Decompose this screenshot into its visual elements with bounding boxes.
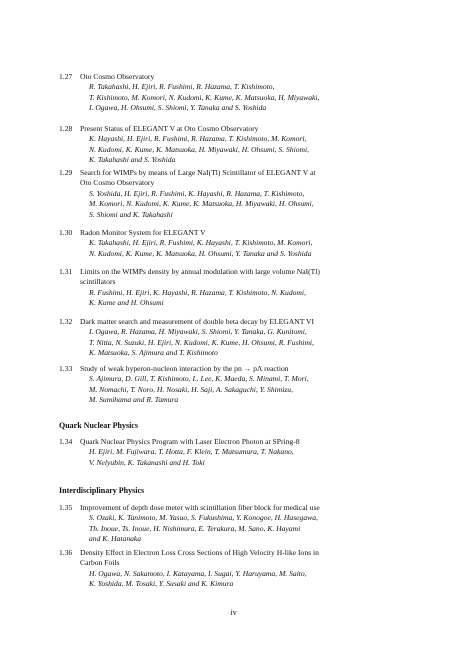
author-line: M. Komori, N. Kudomi, K. Kume, K. Matsuoka, H. Miyawaki, H. Ohsumi,	[89, 199, 314, 209]
author-line: T. Kishimoto, M. Komori, N. Kudomi, K. Kume, K. Matsuoka, H. Miyawaki,	[89, 92, 320, 102]
entry-title	[80, 72, 439, 82]
page-number: iv	[230, 608, 237, 617]
author-line: V. Nelyubin, K. Takanashi and H. Toki	[89, 457, 205, 467]
entry-title-line: Dark matter search and measurement of double beta decay by ELEGANT VI	[80, 317, 314, 326]
entry-number: 1.33	[59, 364, 73, 373]
toc-entry-1-28	[59, 124, 439, 166]
entry-title	[80, 228, 439, 238]
entry-number: 1.29	[59, 168, 73, 177]
entry-title-line: Improvement of depth dose meter with scintillation fiber block for medical use	[80, 503, 320, 512]
entry-title	[80, 168, 439, 189]
toc-entry-1-29	[59, 168, 439, 220]
author-line: K. Yoshida, M. Tosaki, Y. Susaki and K. Kimura	[89, 579, 234, 589]
author-line: I. Ogawa, H. Ohsumi, S. Shiomi, Y. Tanaka and S. Yoshida	[89, 103, 267, 113]
author-line: M. Sumihama and R. Tamura	[89, 395, 179, 405]
entry-authors	[89, 327, 439, 358]
entry-title	[80, 267, 439, 288]
entry-title-line: Limits on the WIMPs density by annual modulation with large volume NaI(Tl)	[80, 267, 320, 276]
entry-authors	[89, 513, 439, 544]
section-heading-quark: Quark Nuclear Physics	[59, 421, 138, 430]
entry-number: 1.30	[59, 228, 73, 237]
author-line: H. Ogawa, N. Sakamoto, I. Katayama, I. Sugai, Y. Haruyama, M. Saito,	[89, 568, 307, 578]
entry-title-line: Search for WIMPs by means of Large NaI(Tl) Scintillator of ELEGANT V at	[80, 168, 316, 177]
entry-title-line: Present Status of ELEGANT V at Oto Cosmo Observatory	[80, 124, 259, 133]
toc-entry-1-31	[59, 267, 439, 309]
entry-title-line: Density Effect in Electron Loss Cross Sections of High Velocity H-like Ions in	[80, 548, 319, 557]
author-line: K. Hayashi, H. Ejiri, R. Fushimi, R. Hazama, T. Kishimoto, M. Komori,	[89, 134, 307, 144]
toc-entry-1-35	[59, 503, 439, 545]
author-line: N. Kudomi, K. Kume, K. Matsuoka, H. Miyawaki, H. Ohsumi, S. Shiomi,	[89, 144, 310, 154]
entry-authors	[89, 569, 439, 590]
toc-entry-1-33	[59, 364, 439, 406]
author-line: R. Fushimi, H. Ejiri, K. Hayashi, R. Hazama, T. Kishimoto, N. Kudomi,	[89, 287, 306, 297]
entry-title-line: Oto Cosmo Observatory	[80, 178, 155, 188]
entry-number: 1.32	[59, 317, 73, 326]
entry-authors	[89, 288, 439, 309]
entry-title-line: Radon Monitor System for ELEGANT V	[80, 228, 206, 237]
entry-number: 1.28	[59, 124, 73, 133]
author-line: K. Takahashi, H. Ejiri, R. Fushimi, K. Hayashi, T. Kishimoto, M. Komori,	[89, 238, 313, 248]
author-line: S. Yoshida, H. Ejiri, R. Fushimi, K. Hayashi, R. Hazama, T. Kishimoto,	[89, 188, 305, 198]
author-line: K. Matsuoka, S. Ajimura and T. Kishimoto	[89, 348, 218, 358]
entry-authors	[89, 189, 439, 220]
entry-number: 1.36	[59, 548, 73, 557]
author-line: T. Nitta, N. Suzuki, H. Ejiri, N. Kudomi, K. Kume, H. Ohsumi, R. Fushimi,	[89, 337, 314, 347]
author-line: K. Kume and H. Ohsumi	[89, 298, 164, 308]
entry-number: 1.31	[59, 267, 73, 276]
author-line: H. Ejiri, M. Fujiwara, T. Hotta, F. Klein, T. Matsumura, T. Nakano,	[89, 447, 294, 457]
author-line: R. Takahashi, H. Ejiri, R. Fushimi, R. Hazama, T. Kishimoto,	[89, 82, 275, 92]
author-line: Th. Inoue, Ts. Inoue, H. Nishimura, E. Terakura, M. Sano, K. Hayami	[89, 523, 301, 533]
entry-title	[80, 437, 439, 447]
entry-title	[80, 317, 439, 327]
toc-entry-1-30	[59, 228, 439, 259]
author-line: S. Ozaki, K. Tanimoto, M. Yasuo, S. Fukushima, Y. Konogoe, H. Hasegawa,	[89, 513, 318, 523]
author-line: N. Kudomi, K. Kume, K. Matsuoka, H. Ohsumi, Y. Tanaka and S. Yoshida	[89, 248, 312, 258]
entry-title	[80, 503, 439, 513]
toc-entry-1-34	[59, 437, 439, 468]
entry-authors	[89, 374, 439, 405]
author-line: and K. Hatanaka	[89, 534, 142, 544]
toc-entry-1-32	[59, 317, 439, 359]
entry-title	[80, 124, 439, 134]
author-line: S. Shiomi and K. Takahashi	[89, 209, 173, 219]
author-line: I. Ogawa, R. Hazama, H. Miyawaki, S. Shiomi, Y. Tanaka, G. Kunitomi,	[89, 327, 307, 337]
entry-number: 1.34	[59, 437, 73, 446]
author-line: M. Nomachi, T. Noro, H. Nosaki, H. Saji, A. Sakaguchi, Y. Shimizu,	[89, 384, 293, 394]
entry-title-line: Carbon Foils	[80, 558, 120, 568]
entry-title-line: Oto Cosmo Observatory	[80, 72, 155, 81]
entry-title-line: Quark Nuclear Physics Program with Laser Electron Photon at SPring-8	[80, 437, 300, 446]
entry-authors	[89, 82, 439, 113]
entry-title-line: Study of weak hyperon-nucleon interaction by the pn → pΛ reaction	[80, 364, 289, 373]
section-heading-interdisciplinary: Interdisciplinary Physics	[59, 486, 145, 495]
toc-entry-1-27	[59, 72, 439, 114]
author-line: S. Ajimura, D. Gill, T. Kishimoto, L. Lee, K. Maeda, S. Minami, T. Mori,	[89, 374, 309, 384]
entry-number: 1.35	[59, 503, 73, 512]
entry-authors	[89, 238, 439, 259]
entry-title	[80, 548, 439, 569]
entry-number: 1.27	[59, 72, 73, 81]
entry-authors	[89, 134, 439, 165]
entry-authors	[89, 447, 439, 468]
entry-title-line: scintillators	[80, 277, 116, 287]
entry-title	[80, 364, 439, 374]
toc-entry-1-36	[59, 548, 439, 590]
author-line: K. Takahashi and S. Yoshida	[89, 155, 176, 165]
